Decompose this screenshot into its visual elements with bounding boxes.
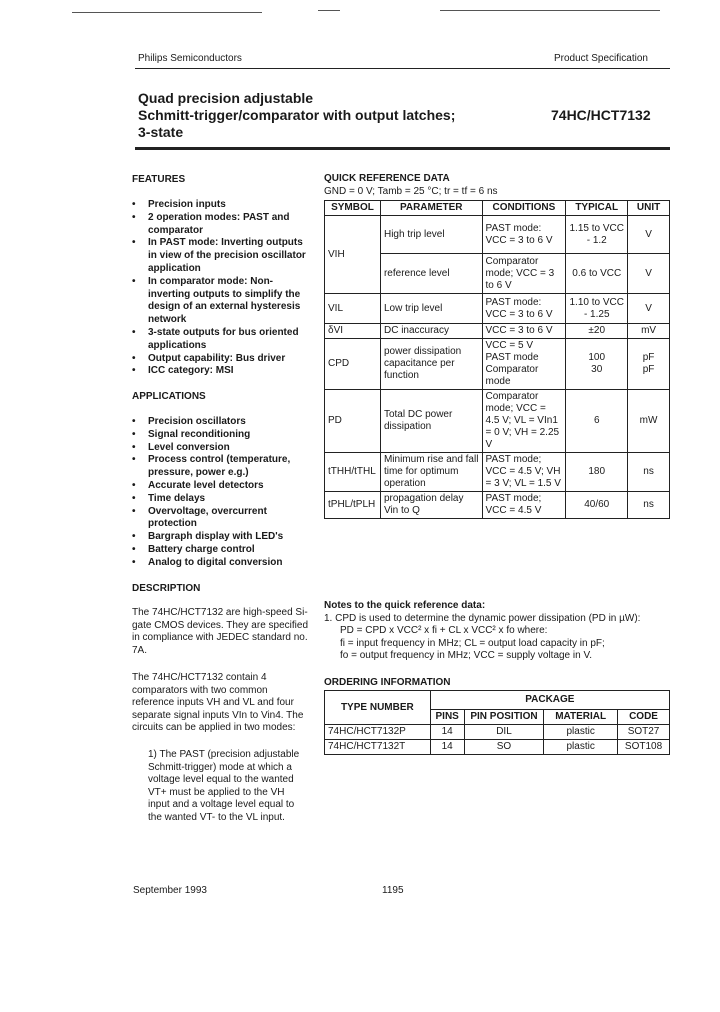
footer-date: September 1993: [133, 885, 207, 896]
list-item: • 2 operation modes: PAST and comparator: [132, 212, 312, 238]
ordering-table: [324, 690, 670, 755]
table-cell: SO: [464, 740, 544, 755]
condition-line: PAST mode: [485, 352, 539, 363]
list-item: • In comparator mode: Non-inverting outputs to simplify the design of an external hysteresis network: [132, 276, 312, 327]
table-cell: 0.6 to VCC: [566, 254, 628, 294]
list-item: • Precision inputs: [132, 199, 312, 212]
table-cell: ns: [628, 453, 670, 492]
table-cell: tPHL/tPLH: [325, 492, 381, 519]
note-line: PD = CPD x VCC² x fi + CL x VCC² x fo where:: [340, 625, 548, 637]
applications-list: [132, 416, 312, 570]
list-item: • Accurate level detectors: [132, 480, 312, 493]
scan-artifact-line: [318, 10, 340, 11]
title-line-3: 3-state: [138, 124, 184, 140]
column-header: CODE: [618, 710, 670, 725]
list-item: • Level conversion: [132, 442, 312, 455]
features-heading: FEATURES: [132, 174, 186, 185]
scan-artifact-line: [72, 12, 262, 13]
note-line: fi = input frequency in MHz; CL = output load capacity in pF;: [340, 637, 605, 649]
table-cell: PAST mode: VCC = 3 to 6 V: [482, 216, 566, 254]
table-cell: ±20: [566, 324, 628, 339]
list-item: • Analog to digital conversion: [132, 557, 312, 570]
table-cell: VIH: [325, 216, 381, 294]
table-cell: plastic: [544, 725, 618, 740]
table-cell: V: [628, 294, 670, 324]
column-header: MATERIAL: [544, 710, 618, 725]
table-cell: PD: [325, 390, 381, 453]
quick-reference-table: [324, 200, 670, 519]
page-title: [138, 90, 538, 141]
header-rule: [135, 68, 670, 69]
table-cell: PAST mode: VCC = 3 to 6 V: [482, 294, 566, 324]
table-row: [325, 740, 670, 755]
unit-value: pF: [642, 352, 655, 363]
column-header: PIN POSITION: [464, 710, 544, 725]
table-cell: 6: [566, 390, 628, 453]
table-cell: ns: [628, 492, 670, 519]
unit-value: pF: [642, 364, 655, 375]
table-cell: Total DC power dissipation: [380, 390, 482, 453]
qrd-heading: QUICK REFERENCE DATA: [324, 173, 450, 184]
column-header: PACKAGE: [430, 691, 669, 710]
typical-value: 100: [588, 352, 606, 363]
column-header: PARAMETER: [380, 201, 482, 216]
table-cell: VCC = 3 to 6 V: [482, 324, 566, 339]
list-item: • Time delays: [132, 493, 312, 506]
scan-artifact-line: [440, 10, 660, 11]
applications-heading: APPLICATIONS: [132, 391, 206, 402]
notes-block: [324, 600, 674, 663]
table-cell: DC inaccuracy: [380, 324, 482, 339]
table-cell: [482, 339, 566, 390]
table-cell: power dissipation capacitance per function: [380, 339, 482, 390]
table-cell: V: [628, 216, 670, 254]
table-cell: reference level: [380, 254, 482, 294]
table-row: [325, 725, 670, 740]
description-paragraph: The 74HC/HCT7132 are high-speed Si-gate CMOS devices. They are specified in compliance with JEDEC standard no. 7A.: [132, 607, 309, 656]
condition-line: VCC = 5 V: [485, 340, 534, 351]
description-paragraph: The 74HC/HCT7132 contain 4 comparators with two common reference inputs VH and VL and four separate signal inputs VIn to Vin4. The circuits can be applied in two modes:: [132, 672, 304, 734]
table-cell: PAST mode; VCC = 4.5 V: [482, 492, 566, 519]
table-cell: 180: [566, 453, 628, 492]
notes-heading: Notes to the quick reference data:: [324, 600, 486, 611]
title-line-2: Schmitt-trigger/comparator with output latches;: [138, 107, 456, 123]
table-row: [325, 324, 670, 339]
note-line: fo = output frequency in MHz; VCC = supply voltage in V.: [340, 650, 592, 662]
list-item: • In PAST mode: Inverting outputs in view of the precision oscillator application: [132, 237, 312, 275]
description-heading: DESCRIPTION: [132, 583, 201, 594]
table-cell: mV: [628, 324, 670, 339]
table-cell: SOT108: [618, 740, 670, 755]
table-cell: 74HC/HCT7132T: [325, 740, 431, 755]
table-cell: VIL: [325, 294, 381, 324]
table-cell: 1.15 to VCC - 1.2: [566, 216, 628, 254]
table-header-row: [325, 691, 670, 710]
list-item: • Signal reconditioning: [132, 429, 312, 442]
table-cell: Comparator mode; VCC = 4.5 V; VL = VIn1 = 0 V; VH = 2.25 V: [482, 390, 566, 453]
table-row: [325, 216, 670, 254]
table-cell: 1.10 to VCC - 1.25: [566, 294, 628, 324]
table-header-row: [325, 201, 670, 216]
list-item: • Overvoltage, overcurrent protection: [132, 506, 312, 532]
list-item: • Bargraph display with LED's: [132, 531, 312, 544]
note-line: 1. CPD is used to determine the dynamic power dissipation (PD in µW):: [324, 612, 641, 624]
list-item: • 3-state outputs for bus oriented applications: [132, 327, 312, 353]
list-item: • Battery charge control: [132, 544, 312, 557]
list-item: • ICC category: MSI: [132, 365, 312, 378]
column-header: SYMBOL: [325, 201, 381, 216]
table-cell: Comparator mode; VCC = 3 to 6 V: [482, 254, 566, 294]
condition-line: Comparator mode: [485, 364, 539, 387]
table-cell: [628, 339, 670, 390]
part-number: 74HC/HCT7132: [551, 107, 651, 123]
table-row: [325, 339, 670, 390]
page-number: 1195: [382, 885, 404, 896]
column-header: TYPICAL: [566, 201, 628, 216]
table-row: [325, 453, 670, 492]
title-rule: [135, 147, 670, 150]
column-header: CONDITIONS: [482, 201, 566, 216]
table-cell: mW: [628, 390, 670, 453]
column-header: PINS: [430, 710, 464, 725]
list-item: • Precision oscillators: [132, 416, 312, 429]
typical-value: 30: [591, 364, 603, 375]
table-row: [325, 294, 670, 324]
table-cell: 74HC/HCT7132P: [325, 725, 431, 740]
column-header: TYPE NUMBER: [325, 691, 431, 725]
features-list: [132, 199, 312, 378]
table-row: [325, 492, 670, 519]
table-cell: 14: [430, 725, 464, 740]
list-item: • Process control (temperature, pressure, power e.g.): [132, 454, 312, 480]
table-cell: [566, 339, 628, 390]
table-cell: Low trip level: [380, 294, 482, 324]
table-cell: High trip level: [380, 216, 482, 254]
table-cell: Minimum rise and fall time for optimum operation: [380, 453, 482, 492]
table-cell: V: [628, 254, 670, 294]
table-cell: PAST mode; VCC = 4.5 V; VH = 3 V; VL = 1.5 V: [482, 453, 566, 492]
document-type: Product Specification: [554, 53, 648, 64]
ordering-heading: ORDERING INFORMATION: [324, 677, 451, 688]
table-cell: 14: [430, 740, 464, 755]
list-item: • Output capability: Bus driver: [132, 353, 312, 366]
table-cell: DIL: [464, 725, 544, 740]
title-line-1: Quad precision adjustable: [138, 90, 314, 106]
company-name: Philips Semiconductors: [138, 53, 242, 64]
table-cell: plastic: [544, 740, 618, 755]
table-row: [325, 390, 670, 453]
column-header: UNIT: [628, 201, 670, 216]
qrd-subheading: GND = 0 V; Tamb = 25 °C; tr = tf = 6 ns: [324, 186, 498, 197]
table-cell: CPD: [325, 339, 381, 390]
table-cell: tTHH/tTHL: [325, 453, 381, 492]
table-cell: SOT27: [618, 725, 670, 740]
description-paragraph: 1) The PAST (precision adjustable Schmitt-trigger) mode at which a voltage level equal to the wanted VT+ must be applied to the VH input and a voltage level equal to the wanted VT- to the VL input.: [148, 749, 300, 823]
table-cell: 40/60: [566, 492, 628, 519]
table-cell: δVI: [325, 324, 381, 339]
table-cell: propagation delay Vin to Q: [380, 492, 482, 519]
